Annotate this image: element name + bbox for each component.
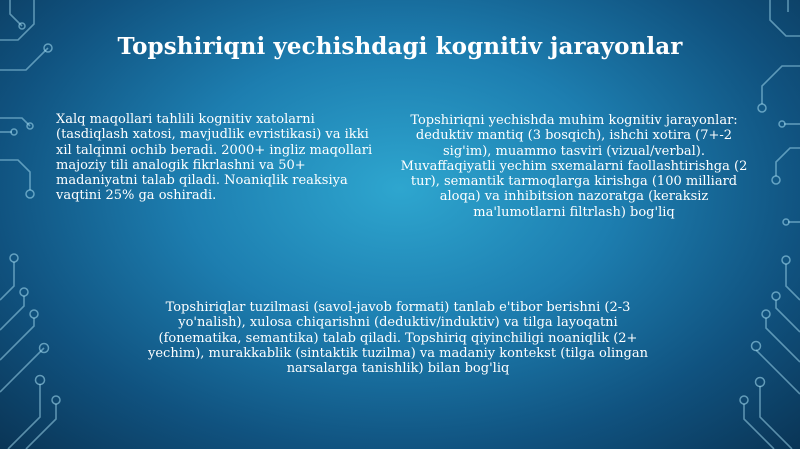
slide-title: Topshiriqni yechishdagi kognitiv jarayonlar bbox=[117, 33, 683, 60]
left-paragraph: Xalq maqollari tahlili kognitiv xatolarni (tasdiqlash xatosi, mavjudlik evristikasi) va ikki xil talqinni ochib beradi. 2000+ ingliz maqollari majoziy tili analogik fikrlashni va 50+ madaniyatni talab qiladi. Noaniqlik reaksiya vaqtini 25% ga oshiradi. bbox=[56, 112, 373, 204]
right-paragraph: Topshiriqni yechishda muhim kognitiv jarayonlar: deduktiv mantiq (3 bosqich), ishchi xotira (7+-2 sig'im), muammo tasviri (vizual/verbal). Muvaffaqiyatli yechim sxemalarni faollashtirishga (2 tur), semantik tarmoqlarga kirishga (100 milliard aloqa) va inhibitsion nazoratga (keraksiz ma'lumotlarni filtrlash) bog'liq bbox=[400, 113, 748, 220]
bottom-paragraph: Topshiriqlar tuzilmasi (savol-javob formati) tanlab e'tibor berishni (2-3 yo'nalish), xulosa chiqarishni (deduktiv/induktiv) va tilga layoqatni (fonematika, semantika) talab qiladi. Topshiriq qiyinchiligi noaniqlik (2+ yechim), murakkablik (sintaktik tuzilma) va madaniy kontekst (tilga olingan narsalarga tanishlik) bilan bog'liq bbox=[148, 300, 648, 377]
